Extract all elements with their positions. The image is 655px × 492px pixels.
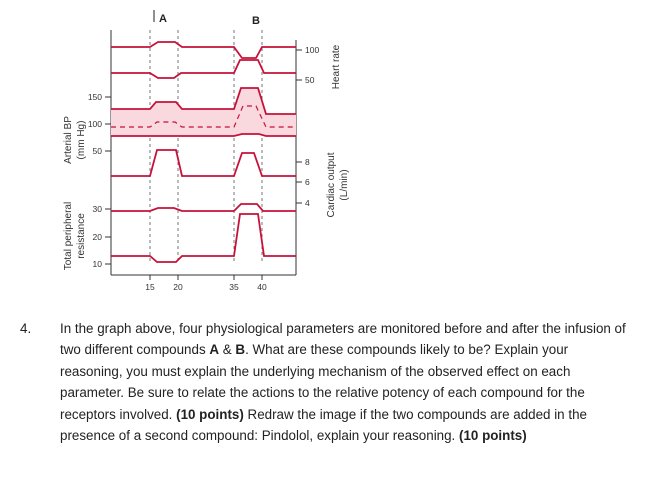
time-tick-40: 40 — [257, 282, 267, 292]
cardiac-output-trace — [111, 150, 296, 176]
hr-tick-100: 100 — [305, 45, 320, 55]
co-axis-title-2: (L/min) — [339, 169, 350, 201]
bp-tick-100: 100 — [87, 119, 102, 129]
compound-a-ref: A — [209, 342, 220, 358]
question-text — [60, 318, 630, 446]
question-text-part2: & — [219, 342, 236, 358]
tpr-axis-title-1: Total peripheral — [63, 201, 74, 271]
question-text-part4: Redraw the image if the two compounds are added in the presence of a second compound: Pindolol, explain your reasoning. — [60, 406, 587, 444]
heart-rate-trace-top — [111, 42, 296, 58]
points-label-2: (10 points) — [459, 428, 527, 444]
tpr-axis-title-2: resistance — [76, 213, 87, 259]
co-axis-title-1: Cardiac output — [326, 152, 337, 218]
time-tick-20: 20 — [173, 282, 183, 292]
bp-axis-title-1: Arterial BP — [63, 116, 74, 164]
heart-rate-trace-bottom — [111, 60, 296, 78]
bp-range-fill — [111, 88, 296, 136]
time-tick-35: 35 — [229, 282, 239, 292]
right-ticks — [296, 50, 302, 203]
hr-tick-50: 50 — [305, 75, 315, 85]
hr-axis-title: Heart rate — [331, 44, 342, 90]
bp-axis-title-2: (mm Hg) — [76, 120, 87, 160]
time-tick-15: 15 — [145, 282, 155, 292]
co-tick-8: 8 — [305, 157, 310, 167]
tpr-trace-top — [111, 204, 296, 211]
question-text-part1: In the graph above, four physiological parameters are monitored before and after the infusion of two different compounds — [60, 321, 626, 358]
marker-a-label: A — [159, 13, 167, 25]
points-label-1: (10 points) — [176, 406, 244, 422]
question-text-part3: . What are these compounds likely to be? Explain your reasoning, you must explain the underlying mechanism of the observed effect on each parameter. Be sure to relate the actions to the relative potency of each compound for the receptors involved. — [60, 342, 585, 422]
bp-tick-150: 150 — [87, 92, 102, 102]
time-gridlines — [150, 30, 262, 262]
question-number: 4. — [20, 321, 32, 336]
bottom-ticks — [150, 275, 262, 280]
co-tick-6: 6 — [305, 177, 310, 187]
tpr-tick-30: 30 — [92, 204, 102, 214]
marker-b-label: B — [252, 15, 260, 27]
compound-b-ref: B — [235, 342, 246, 358]
axis-frame — [111, 30, 296, 275]
co-tick-4: 4 — [305, 198, 310, 208]
bp-tick-50: 50 — [92, 146, 102, 156]
tpr-tick-20: 20 — [92, 232, 102, 242]
question-block — [20, 318, 630, 446]
left-ticks — [105, 97, 111, 264]
tpr-tick-10: 10 — [92, 259, 102, 269]
tpr-trace-bottom — [111, 214, 296, 262]
